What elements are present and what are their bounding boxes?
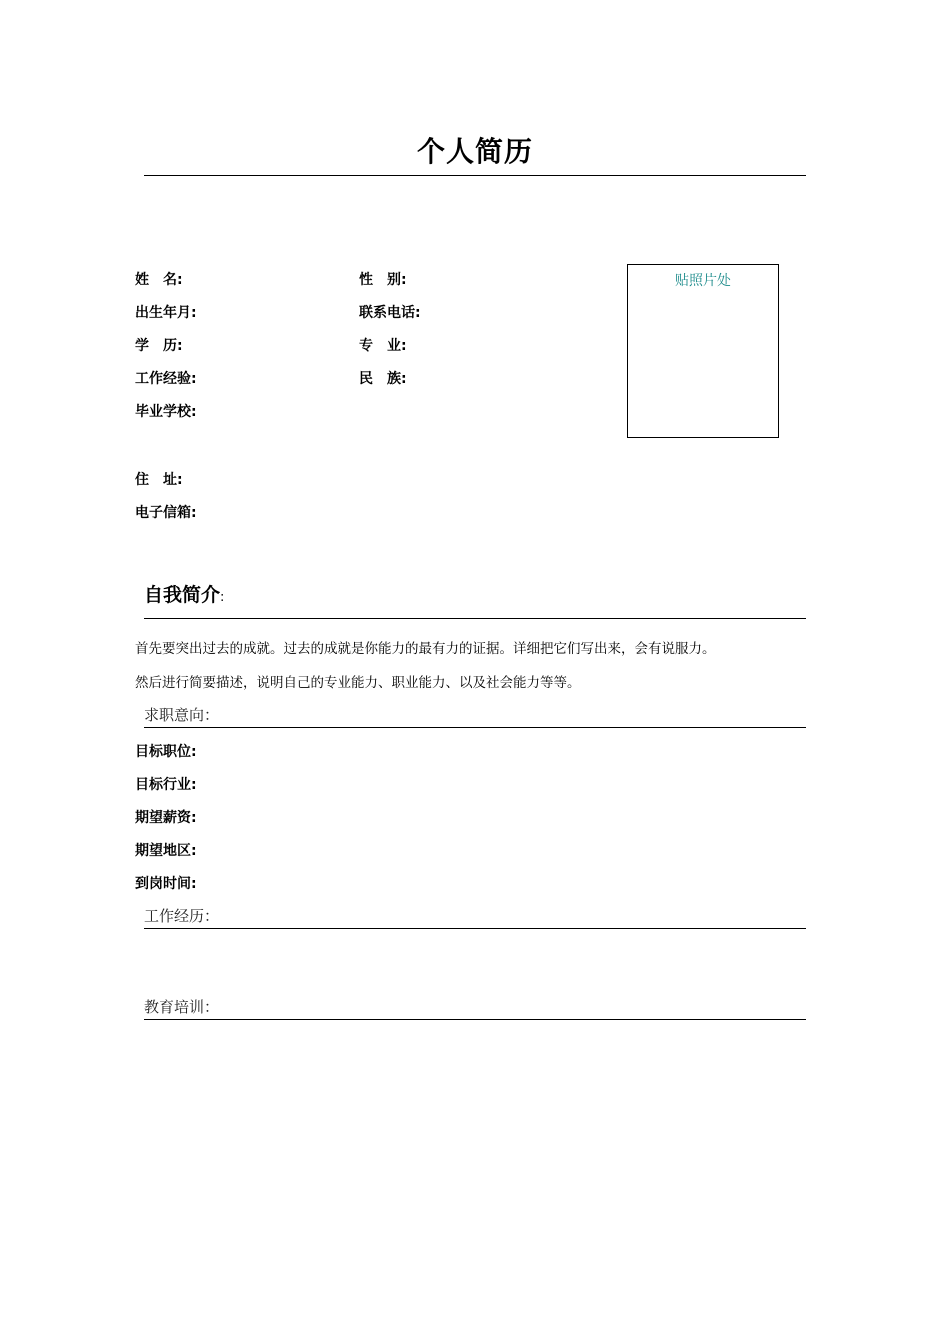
gender-label: 性 别: bbox=[359, 272, 407, 288]
work-divider bbox=[144, 928, 806, 929]
intro-paragraph-1: 首先要突出过去的成就。过去的成就是你能力的最有力的证据。详细把它们写出来，会有说服力。 bbox=[135, 641, 716, 657]
phone-label: 联系电话: bbox=[359, 305, 421, 321]
name-label: 姓 名: bbox=[135, 272, 183, 288]
target-industry-label: 目标行业: bbox=[135, 777, 197, 793]
intention-divider bbox=[144, 727, 806, 728]
intention-heading: 求职意向： bbox=[144, 706, 220, 724]
region-label: 期望地区: bbox=[135, 843, 197, 859]
email-label: 电子信箱: bbox=[135, 505, 197, 521]
birth-label: 出生年月: bbox=[135, 305, 197, 321]
target-position-label: 目标职位: bbox=[135, 744, 197, 760]
page-title: 个人简历 bbox=[416, 135, 533, 168]
intro-paragraph-2: 然后进行简要描述，说明自己的专业能力、职业能力、以及社会能力等等。 bbox=[135, 675, 581, 691]
title-divider bbox=[144, 175, 806, 176]
ethnicity-label: 民 族: bbox=[359, 371, 407, 387]
intro-divider bbox=[144, 618, 806, 619]
education-label: 学 历: bbox=[135, 338, 183, 354]
intro-heading-colon: : bbox=[220, 590, 225, 605]
start-time-label: 到岗时间: bbox=[135, 876, 197, 892]
work-heading: 工作经历： bbox=[144, 907, 220, 925]
major-label: 专 业: bbox=[359, 338, 407, 354]
address-label: 住 址: bbox=[135, 472, 183, 488]
training-divider bbox=[144, 1019, 806, 1020]
photo-label: 贴照片处 bbox=[675, 273, 731, 289]
photo-placeholder bbox=[627, 264, 779, 438]
salary-label: 期望薪资: bbox=[135, 810, 197, 826]
experience-label: 工作经验: bbox=[135, 371, 197, 387]
intro-heading bbox=[144, 580, 224, 607]
school-label: 毕业学校: bbox=[135, 404, 197, 420]
training-heading: 教育培训： bbox=[144, 998, 220, 1016]
intro-heading-text: 自我简介 bbox=[144, 584, 221, 606]
